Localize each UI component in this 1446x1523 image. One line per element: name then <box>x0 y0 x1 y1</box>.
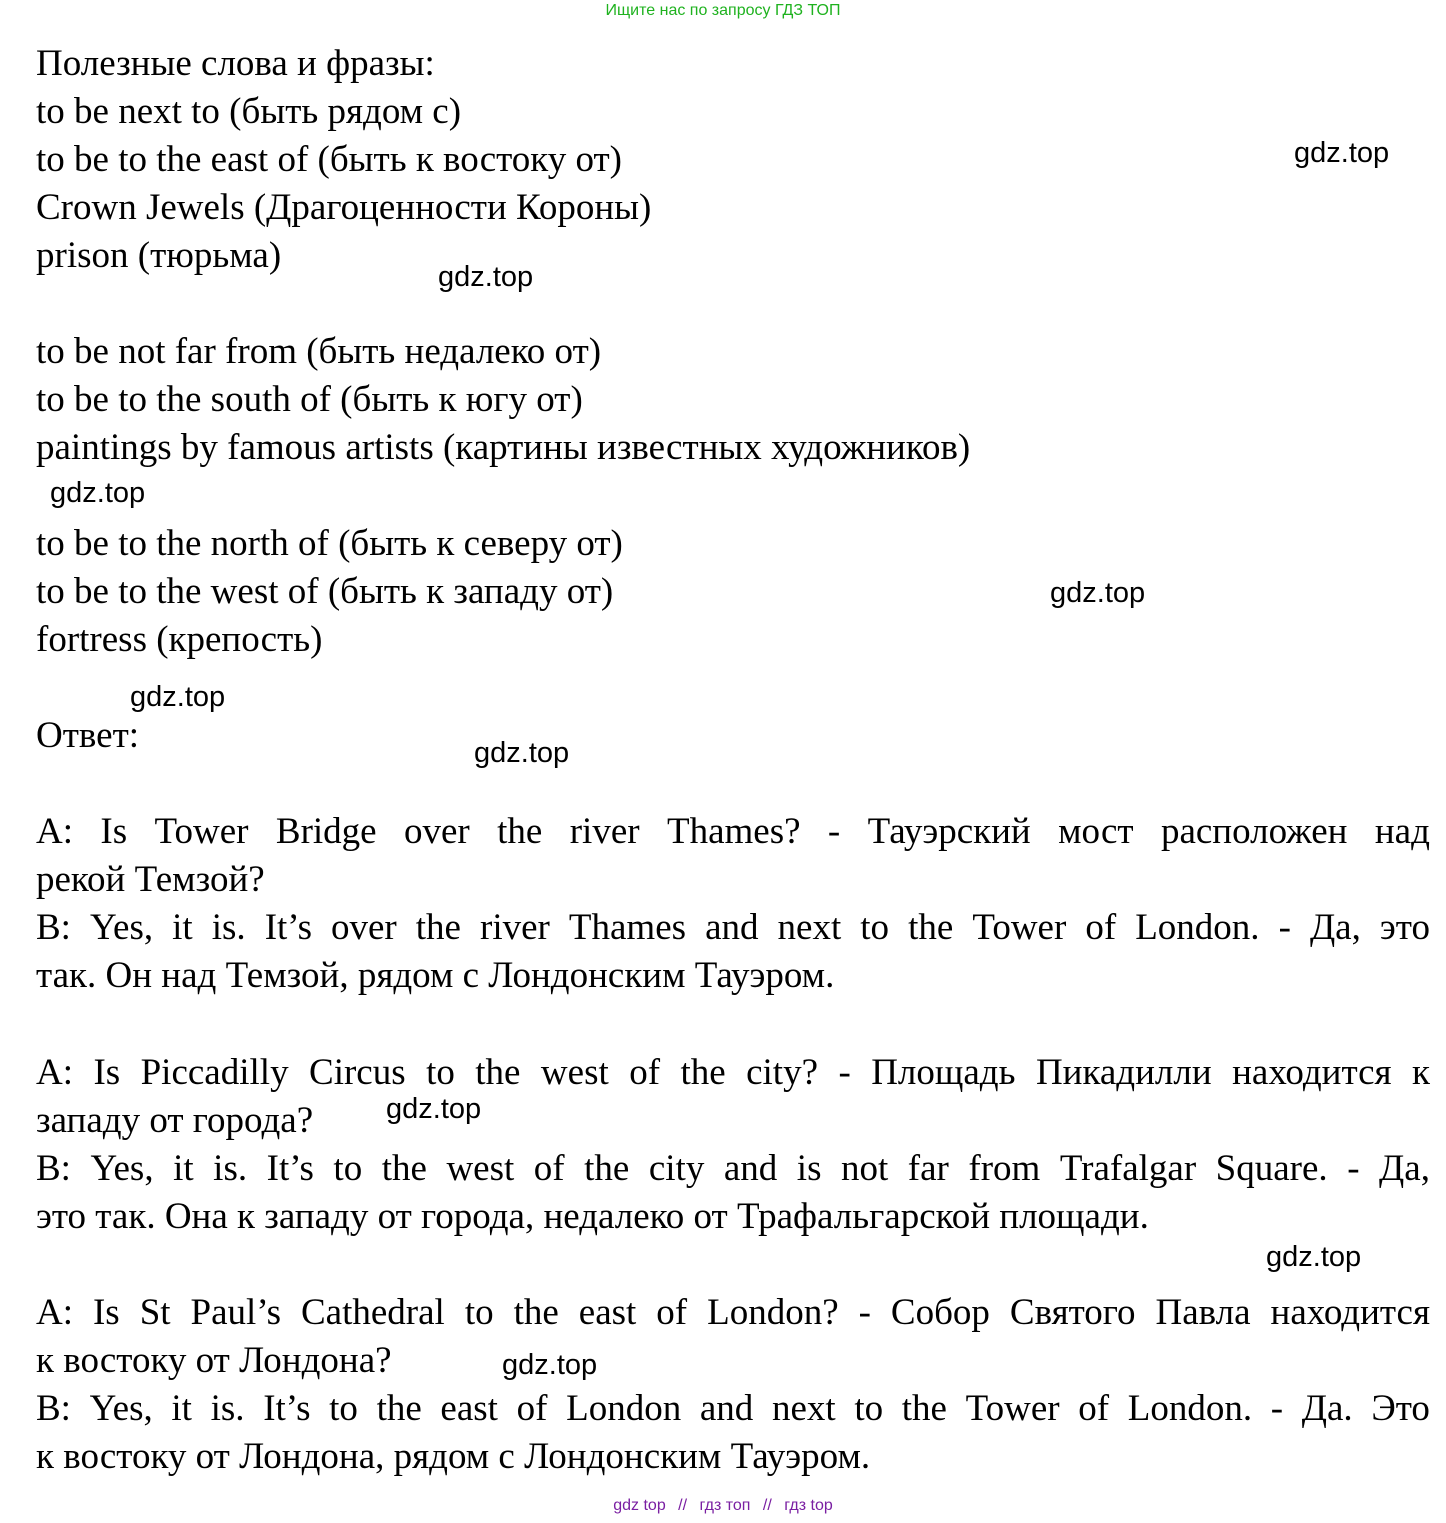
word: to <box>464 1292 494 1333</box>
word: Trafalgar <box>1059 1148 1197 1189</box>
top-banner: Ищите нас по запросу ГДЗ ТОП <box>605 2 841 19</box>
word: is. <box>213 1148 248 1189</box>
word: is. <box>210 1388 245 1429</box>
word: Thames <box>568 907 687 948</box>
word: the <box>376 1388 422 1429</box>
word: next <box>777 907 842 948</box>
word: Thames? <box>666 811 801 852</box>
word: of <box>533 1148 565 1189</box>
word: It’s <box>263 1388 311 1429</box>
word: and <box>723 1148 778 1189</box>
footer-item: гдз top <box>784 1497 833 1514</box>
word: над <box>1374 811 1430 852</box>
word: of <box>656 1292 688 1333</box>
footer <box>0 1497 1446 1515</box>
word: Yes, <box>90 1148 154 1189</box>
word: the <box>415 907 461 948</box>
dialog2-question-line1 <box>36 1051 1430 1095</box>
word: to <box>860 907 890 948</box>
word: Собор <box>890 1292 990 1333</box>
word: of <box>1078 1388 1110 1429</box>
word: Tower <box>154 811 249 852</box>
word: to <box>329 1388 358 1429</box>
word: to <box>426 1052 455 1093</box>
phrase-item: Crown Jewels (Драгоценности Короны) <box>36 187 652 228</box>
word: the <box>901 1388 947 1429</box>
word: is <box>796 1148 822 1189</box>
word: the <box>584 1148 630 1189</box>
word: Tower <box>965 1388 1060 1429</box>
word: over <box>331 907 397 948</box>
word: and <box>699 1388 754 1429</box>
word: east <box>578 1292 637 1333</box>
word: river <box>480 907 550 948</box>
word: river <box>569 811 640 852</box>
word: расположен <box>1160 811 1348 852</box>
footer-item: gdz top <box>613 1497 666 1514</box>
phrase-item: to be to the south of (быть к югу от) <box>36 379 583 420</box>
watermark: gdz.top <box>1266 1241 1362 1273</box>
dialog1-answer-line2: так. Он над Темзой, рядом с Лондонским Тауэром. <box>36 955 835 996</box>
footer-separator: // <box>678 1497 688 1514</box>
word: Это <box>1371 1388 1430 1429</box>
phrase-item: to be not far from (быть недалеко от) <box>36 331 602 372</box>
word: B: <box>36 1388 71 1429</box>
word: Circus <box>309 1052 406 1093</box>
answer-label: Ответ: <box>36 715 140 756</box>
word: - <box>1270 1388 1284 1429</box>
word: London? <box>707 1292 839 1333</box>
watermark: gdz.top <box>1050 577 1146 609</box>
watermark: gdz.top <box>386 1093 482 1125</box>
word: not <box>841 1148 889 1189</box>
word: the <box>475 1052 521 1093</box>
word: It’s <box>266 1148 314 1189</box>
word: it <box>173 1148 194 1189</box>
phrase-item: prison (тюрьма) <box>36 235 282 276</box>
word: A: <box>36 1052 73 1093</box>
watermark: gdz.top <box>502 1349 598 1381</box>
word: the <box>513 1292 559 1333</box>
word: is. <box>211 907 246 948</box>
word: Cathedral <box>301 1292 445 1333</box>
watermark: gdz.top <box>474 737 570 769</box>
word: Yes, <box>89 1388 153 1429</box>
word: - <box>1278 907 1291 948</box>
watermark: gdz.top <box>1294 137 1390 169</box>
word: Square. <box>1215 1148 1328 1189</box>
word: London <box>566 1388 682 1429</box>
footer-separator: // <box>762 1497 772 1514</box>
word: of <box>516 1388 548 1429</box>
word: Пикадилли <box>1035 1052 1212 1093</box>
word: west <box>446 1148 515 1189</box>
dialog1-answer-line1 <box>36 906 1430 950</box>
dialog2-answer-line1 <box>36 1147 1430 1191</box>
word: it <box>171 1388 192 1429</box>
word: Павла <box>1155 1292 1251 1333</box>
word: east <box>440 1388 498 1429</box>
word: over <box>403 811 470 852</box>
word: Тауэрский <box>867 811 1031 852</box>
word: Yes, <box>90 907 154 948</box>
word: находится <box>1232 1052 1392 1093</box>
word: the <box>680 1052 726 1093</box>
word: Is <box>92 1292 120 1333</box>
word: Tower <box>972 907 1067 948</box>
word: Да, <box>1309 907 1361 948</box>
word: west <box>540 1052 609 1093</box>
word: the <box>381 1148 427 1189</box>
word: it <box>172 907 193 948</box>
footer-item: гдз топ <box>699 1497 751 1514</box>
dialog3-answer-line2: к востоку от Лондона, рядом с Лондонским Тауэром. <box>36 1436 871 1477</box>
word: B: <box>36 1148 71 1189</box>
word: of <box>629 1052 661 1093</box>
dialog3-question-line2: к востоку от Лондона? <box>36 1340 392 1381</box>
word: from <box>968 1148 1041 1189</box>
word: St <box>139 1292 171 1333</box>
phrases-title: Полезные слова и фразы: <box>36 43 435 84</box>
word: Is <box>100 811 128 852</box>
phrase-item: to be to the north of (быть к северу от) <box>36 523 623 564</box>
word: city <box>648 1148 705 1189</box>
phrase-item: to be next to (быть рядом с) <box>36 91 462 132</box>
watermark: gdz.top <box>438 261 534 293</box>
word: It’s <box>264 907 312 948</box>
word: - <box>1347 1148 1360 1189</box>
dialog1-question-line1 <box>36 810 1430 854</box>
dialog2-question-line2: западу от города? <box>36 1100 314 1141</box>
word: Bridge <box>275 811 377 852</box>
word: next <box>771 1388 836 1429</box>
word: Да, <box>1379 1148 1430 1189</box>
word: B: <box>36 907 71 948</box>
dialog3-answer-line1 <box>36 1387 1430 1431</box>
word: Piccadilly <box>140 1052 289 1093</box>
word: of <box>1085 907 1117 948</box>
dialog3-question-line1 <box>36 1291 1430 1335</box>
word: Площадь <box>871 1052 1016 1093</box>
word: city? <box>746 1052 818 1093</box>
phrase-item: to be to the east of (быть к востоку от) <box>36 139 623 180</box>
word: - <box>858 1292 871 1333</box>
word: - <box>827 811 841 852</box>
word: the <box>908 907 954 948</box>
word: мост <box>1058 811 1134 852</box>
watermark: gdz.top <box>50 477 146 509</box>
dialog2-answer-line2: это так. Она к западу от города, недалеко от Трафальгарской площади. <box>36 1196 1149 1237</box>
word: A: <box>36 811 73 852</box>
word: Is <box>93 1052 121 1093</box>
word: and <box>705 907 759 948</box>
word: A: <box>36 1292 73 1333</box>
word: London. <box>1135 907 1260 948</box>
word: находится <box>1270 1292 1430 1333</box>
word: to <box>854 1388 884 1429</box>
word: London. <box>1127 1388 1253 1429</box>
word: это <box>1379 907 1430 948</box>
word: Да. <box>1301 1388 1353 1429</box>
word: к <box>1411 1052 1430 1093</box>
dialog1-question-line2: рекой Темзой? <box>36 859 265 900</box>
word: - <box>838 1052 851 1093</box>
word: far <box>907 1148 949 1189</box>
phrase-item: fortress (крепость) <box>36 619 323 660</box>
phrase-item: to be to the west of (быть к западу от) <box>36 571 614 612</box>
word: the <box>497 811 543 852</box>
word: Paul’s <box>190 1292 282 1333</box>
word: to <box>333 1148 363 1189</box>
word: Святого <box>1009 1292 1136 1333</box>
phrase-item: paintings by famous artists (картины известных художников) <box>36 427 971 468</box>
watermark: gdz.top <box>130 681 226 713</box>
